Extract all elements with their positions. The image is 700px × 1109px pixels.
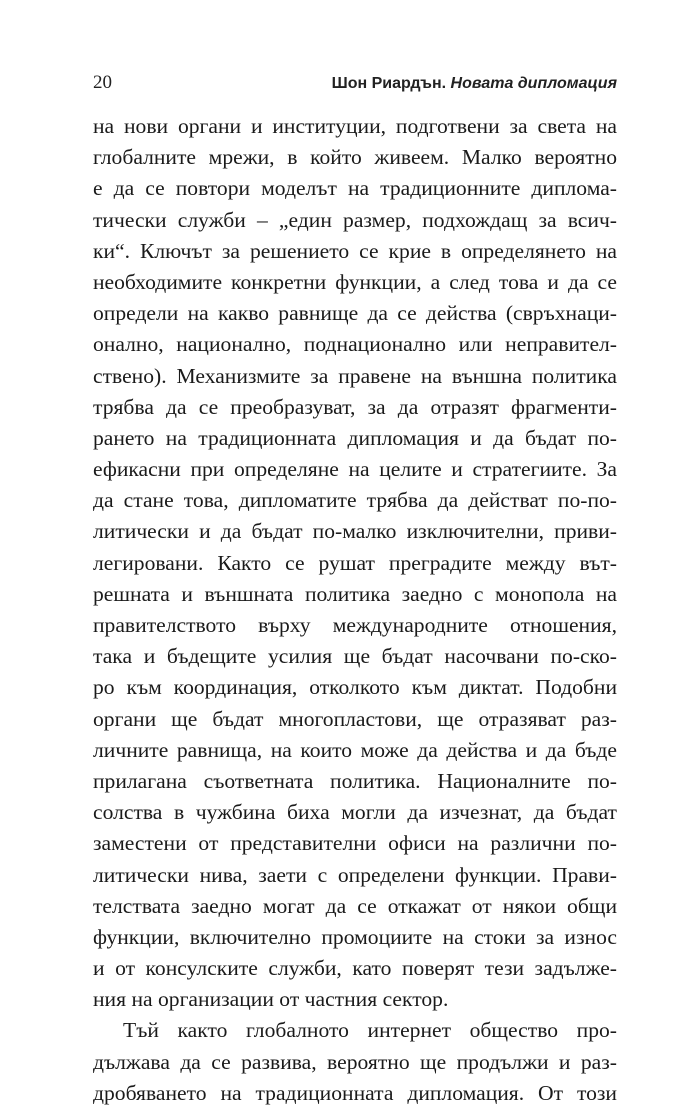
paragraph <box>93 1015 617 1109</box>
text-line: онално, национално, поднационално или неправител- <box>93 332 617 357</box>
text-line: литически и да бъдат по-малко изключителни, приви- <box>93 519 617 544</box>
running-head-title: Новата дипломация <box>450 75 617 92</box>
text-line: личните равнища, на които може да действа и да бъде <box>93 737 617 762</box>
running-header <box>93 72 617 98</box>
text-line: функции, включително промоциите на стоки за износ <box>93 924 617 949</box>
text-line: Тъй както глобалното интернет общество про- <box>123 1018 617 1043</box>
text-line: глобалните мрежи, в който живеем. Малко вероятно <box>93 145 617 170</box>
text-line: легировани. Както се рушат преградите между вът- <box>93 550 617 575</box>
text-line: тически служби – „един размер, подхождащ за всич- <box>93 207 617 232</box>
text-line: така и бъдещите усилия ще бъдат насочвани по-ско- <box>93 644 617 669</box>
text-line: ефикасни при определяне на целите и стратегиите. За <box>93 457 617 482</box>
text-line: ро към координация, отколкото към диктат. Подобни <box>93 675 617 700</box>
text-line: на нови органи и институции, подготвени за света на <box>93 114 617 138</box>
text-line: определи на какво равнище да се действа (свръхнаци- <box>93 301 617 326</box>
text-line: дробяването на традиционната дипломация. От този <box>93 1080 617 1105</box>
text-line: трябва да се преобразуват, за да отразят фрагменти- <box>93 394 617 419</box>
running-head-author: Шон Риардън. <box>331 75 447 92</box>
text-line: ствено). Механизмите за правене на външна политика <box>93 363 617 388</box>
text-line: литически нива, заети с определени функции. Прави- <box>93 862 617 887</box>
text-line: рането на традиционната дипломация и да бъдат по- <box>93 425 617 450</box>
text-line: правителството върху международните отношения, <box>93 613 617 637</box>
text-line: и от консулските служби, като поверят тези задълже- <box>93 956 617 981</box>
text-line: прилагана съответната политика. Националните по- <box>93 768 617 793</box>
text-line: телствата заедно могат да се откажат от някои общи <box>93 893 617 918</box>
page-number: 20 <box>93 72 112 93</box>
text-line: ки“. Ключът за решението се крие в определянето на <box>93 238 617 263</box>
running-head <box>332 75 617 93</box>
text-line: ния на организации от частния сектор. <box>93 987 449 1012</box>
text-line: солства в чужбина биха могли да изчезнат, да бъдат <box>93 800 617 825</box>
paragraph <box>93 111 617 1015</box>
text-line: необходимите конкретни функции, а след това и да се <box>93 269 617 294</box>
text-line: решната и външната политика заедно с монопола на <box>93 581 617 606</box>
text-line: заместени от представителни офиси на различни по- <box>93 831 617 856</box>
text-line: е да се повтори моделът на традиционните диплома- <box>93 176 617 201</box>
text-line: органи ще бъдат многопластови, ще отразяват раз- <box>93 706 617 731</box>
body-text <box>93 111 617 1109</box>
text-line: дължава да се развива, вероятно ще продължи и раз- <box>93 1049 617 1074</box>
text-line: да стане това, дипломатите трябва да действат по-по- <box>93 488 617 513</box>
